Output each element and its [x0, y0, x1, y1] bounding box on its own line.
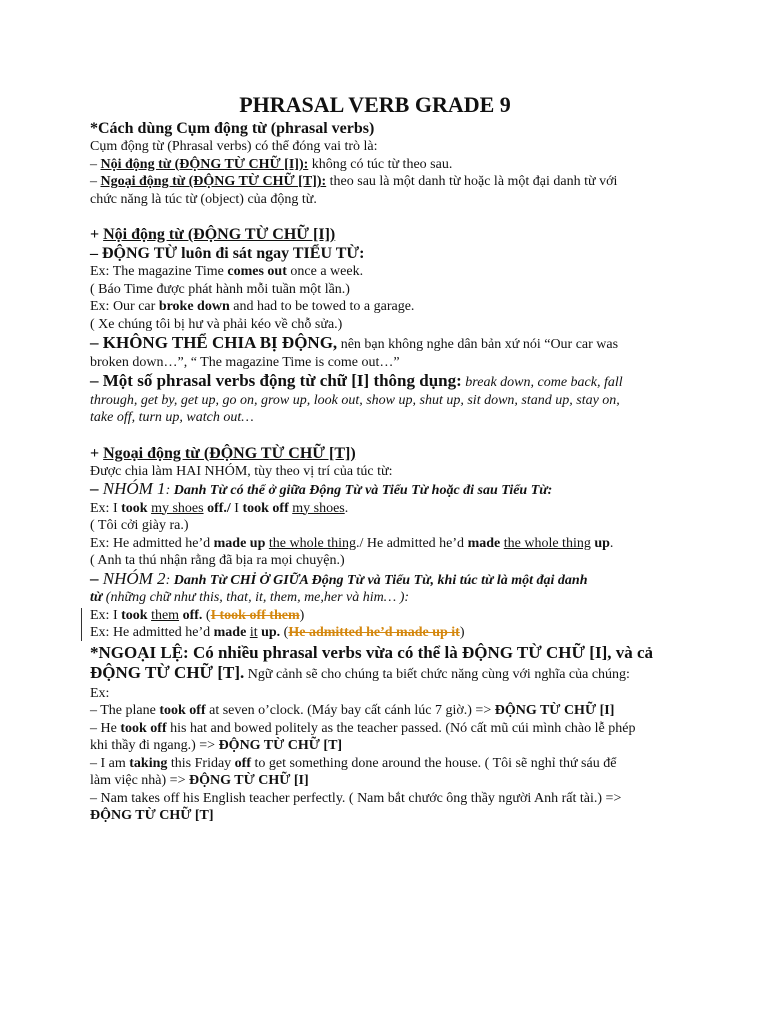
t: (: [280, 625, 289, 640]
exception-ex-label: Ex:: [90, 685, 110, 701]
section-i-ex1: [90, 263, 690, 281]
group-label: NHÓM 2: [102, 568, 166, 588]
t: Ex: He admitted he’d: [90, 625, 214, 640]
section-i-rule1: – ĐỘNG TỪ luôn đi sát ngay TIỂU TỪ:: [90, 245, 365, 262]
t: up.: [257, 625, 281, 640]
rule-italic: break down, come back, fall: [461, 375, 623, 390]
group2-ex1: [90, 607, 690, 625]
text: once a week.: [286, 264, 364, 279]
group1-ex2-vi: ( Anh ta thú nhận rằng đã bịa ra mọi chuyện.): [90, 553, 345, 568]
text: Ex: The magazine Time: [90, 264, 228, 279]
rule-bold: – KHÔNG THỂ CHIA BỊ ĐỘNG,: [90, 333, 338, 352]
t: làm việc nhà) =>: [90, 773, 189, 788]
document-page: [90, 92, 690, 825]
group1-ex1: [90, 500, 690, 518]
text: Ex: Our car: [90, 299, 159, 314]
ngoai-text: theo sau là một danh từ hoặc là một đại danh từ với: [326, 174, 618, 189]
exception-e4-line2: ĐỘNG TỪ CHỮ [T]: [90, 808, 214, 823]
plus: +: [90, 444, 104, 462]
t: them: [151, 607, 180, 623]
t: ./ He admitted he’d: [355, 535, 468, 551]
t: took off: [120, 720, 167, 736]
t: off.: [179, 607, 203, 623]
section-t-line1: Được chia làm HAI NHÓM, tùy theo vị trí của túc từ:: [90, 463, 393, 479]
t: – The plane: [90, 703, 160, 718]
rule-bold: – Một số phrasal verbs động từ chữ [I] thông dụng:: [90, 371, 462, 390]
group2-desc-line2: [90, 589, 690, 607]
dash: –: [90, 174, 101, 189]
intro-ngoai-line: [90, 173, 690, 191]
group2-heading: [90, 570, 690, 590]
t: off: [234, 755, 251, 771]
t: .: [609, 535, 614, 551]
noi-text: không có túc từ theo sau.: [308, 156, 453, 172]
exception-e1: [90, 702, 690, 720]
noi-label: Nội động từ (ĐỘNG TỪ CHỮ [I]):: [100, 156, 309, 172]
struck-text: He admitted he’d made up it: [288, 625, 460, 640]
exception-heading: *NGOẠI LỆ: Có nhiều phrasal verbs vừa có thể là ĐỘNG TỪ CHỮ [I], và cả: [90, 642, 654, 662]
colon: :: [165, 483, 174, 498]
t: to get something done around the house. ( Tôi sẽ nghỉ thứ sáu để: [251, 755, 617, 771]
t: up: [594, 535, 610, 551]
rule-text: nên bạn không nghe dân bản xứ nói “Our car was: [337, 337, 619, 352]
page-title: PHRASAL VERB GRADE 9: [239, 92, 511, 117]
section-i-heading: [90, 225, 690, 244]
t: (những chữ như this, that, it, them, me,her và him… ):: [102, 590, 410, 605]
t: took off: [159, 703, 206, 718]
exception-e3: [90, 755, 690, 773]
colon: :: [165, 572, 174, 588]
group1-ex2: [90, 535, 690, 553]
exception-e2: [90, 720, 690, 738]
section-i-rule2-line2: broken down…”, “ The magazine Time is come out…”: [90, 354, 400, 370]
t: Ex: He admitted he’d: [90, 535, 214, 551]
struck-text: I took off them: [210, 607, 300, 623]
group-label: NHÓM 1: [102, 479, 166, 498]
group-desc: Danh Từ có thể ở giữa Động Từ và Tiểu Từ hoặc đi sau Tiểu Từ:: [173, 483, 553, 498]
t: – He: [90, 720, 121, 736]
intro-heading: *Cách dùng Cụm động từ (phrasal verbs): [90, 120, 375, 137]
dash: –: [90, 479, 103, 498]
t: off./: [203, 500, 231, 516]
intro-noi-line: [90, 156, 690, 174]
section-i-rule3-line3: take off, turn up, watch out…: [90, 410, 254, 425]
section-i-ex1-vi: ( Báo Time được phát hành mỗi tuần một lần.): [90, 281, 350, 297]
group1-ex1-vi: ( Tôi cởi giày ra.): [90, 518, 189, 533]
group1-heading: [90, 480, 690, 500]
group2-examples: [90, 607, 690, 642]
t: ĐỘNG TỪ CHỮ [I]: [188, 773, 309, 788]
t: I: [230, 500, 243, 516]
t: made: [467, 535, 501, 551]
exception-line2: [90, 663, 690, 685]
t: made up: [213, 535, 266, 551]
t: this Friday: [167, 755, 235, 771]
verb: broke down: [158, 299, 230, 314]
t: ): [459, 625, 465, 640]
exception-e3-line2: [90, 772, 690, 790]
revision-marker: [81, 608, 82, 641]
t: taking: [129, 755, 168, 771]
group2-ex2: [90, 624, 690, 642]
t: took: [121, 607, 148, 623]
section-i-ex2: [90, 298, 690, 316]
section-i-rule3: [90, 372, 690, 392]
t: at seven o’clock. (Máy bay cất cánh lúc 7 giờ.) =>: [205, 703, 495, 718]
plus: +: [90, 226, 104, 243]
section-t-heading: [90, 444, 690, 463]
section-i-rule2: [90, 334, 690, 354]
section-i-title: Nội động từ (ĐỘNG TỪ CHỮ [I]): [103, 226, 336, 243]
t: the whole thing: [268, 535, 356, 551]
section-i-rule3-line2: through, get by, get up, go on, grow up, look out, show up, shut up, sit down, stand up, stay on,: [90, 392, 620, 408]
t: my shoes: [151, 500, 204, 516]
t: took: [121, 500, 148, 516]
verb: comes out: [227, 264, 287, 279]
dash: –: [90, 156, 101, 172]
ngoai-label: Ngoại động từ (ĐỘNG TỪ CHỮ [T]):: [100, 174, 327, 189]
t: my shoes: [292, 500, 345, 516]
dash: –: [90, 568, 103, 588]
t: his hat and bowed politely as the teacher passed. (Nó cất mũ cúi mình chào lễ phép: [166, 720, 636, 736]
section-i-ex2-vi: ( Xe chúng tôi bị hư và phải kéo về chỗ sửa.): [90, 316, 343, 332]
t: (: [202, 607, 211, 623]
intro-line: Cụm động từ (Phrasal verbs) có thể đóng vai trò là:: [90, 139, 378, 154]
t: Ex: I: [90, 607, 122, 623]
t: ĐỘNG TỪ CHỮ [I]: [494, 703, 615, 718]
t: the whole thing: [503, 535, 591, 551]
t: Ex: I: [90, 500, 122, 516]
group-desc: Danh Từ CHỈ Ở GIỮA Động Từ và Tiểu Từ, khi túc từ là một đại danh: [173, 572, 588, 588]
exception-e4: – Nam takes off his English teacher perfectly. ( Nam bắt chước ông thầy người Anh rất tài.) =>: [90, 790, 622, 806]
exception-e2-line2: [90, 737, 690, 755]
t: .: [344, 500, 349, 516]
t: ): [299, 607, 305, 623]
t: made: [213, 625, 247, 640]
text: and had to be towed to a garage.: [229, 299, 415, 314]
t: ĐỘNG TỪ CHỮ [T]: [218, 738, 343, 753]
section-t-title: Ngoại động từ (ĐỘNG TỪ CHỮ [T]): [103, 444, 356, 462]
t: it: [249, 625, 258, 640]
t: khi thầy đi ngang.) =>: [90, 738, 219, 753]
t: took off: [242, 500, 289, 516]
t: ĐỘNG TỪ CHỮ [T].: [90, 662, 245, 682]
t: từ: [90, 590, 103, 605]
intro-ngoai-line2: chức năng là túc từ (object) của động từ.: [90, 191, 317, 207]
t: – I am: [90, 755, 130, 771]
t: Ngữ cảnh sẽ cho chúng ta biết chức năng cùng với nghĩa của chúng:: [244, 666, 630, 682]
